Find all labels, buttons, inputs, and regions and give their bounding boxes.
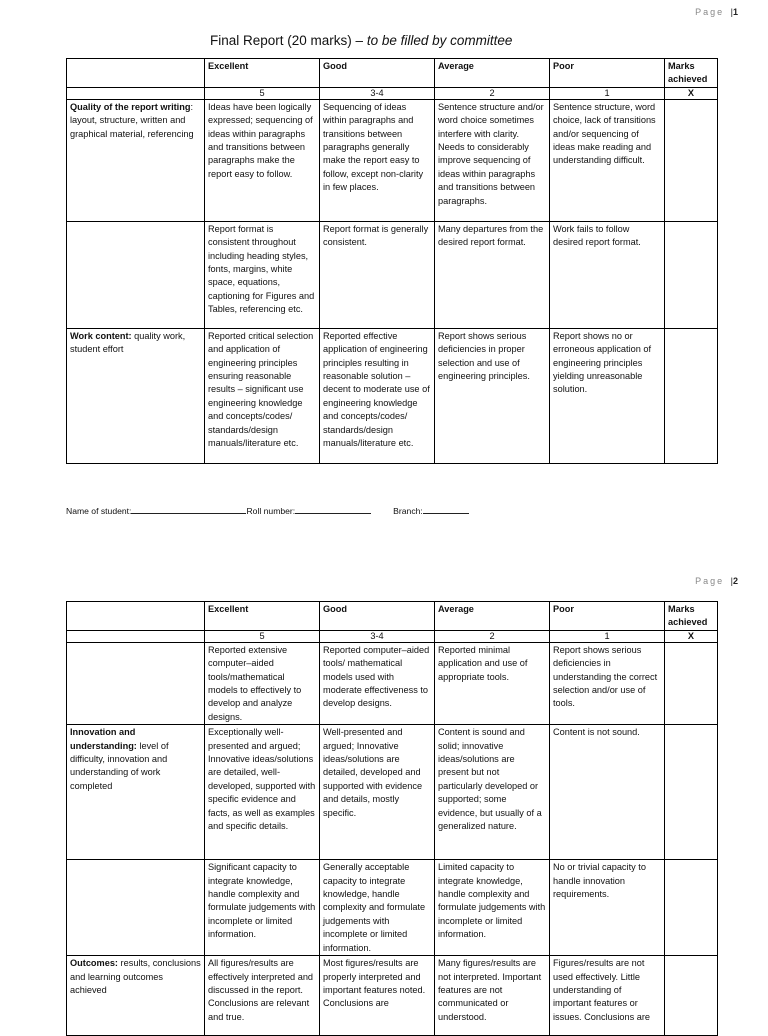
cell-excellent: Exceptionally well-presented and argued; Innovative ideas/solutions are detailed, well-developed, supported with specific evidence and facts, as well as examples and specific details. xyxy=(205,725,320,860)
rubric-table-page1 xyxy=(66,58,718,464)
criteria-desc: results, conclusions and learning outcomes achieved xyxy=(70,958,201,995)
criteria-cell xyxy=(67,642,205,724)
page-title xyxy=(210,33,512,48)
table-row xyxy=(67,328,718,463)
score-poor: 1 xyxy=(550,630,665,642)
criteria-desc: quality work, student effort xyxy=(70,330,186,355)
page-label: Page xyxy=(695,7,725,17)
header-marks: Marks achieved xyxy=(665,59,718,88)
criteria-title: Work content: xyxy=(70,330,132,341)
cell-marks[interactable] xyxy=(665,860,718,956)
criteria-cell xyxy=(67,725,205,860)
cell-average: Sentence structure and/or word choice sometimes interfere with clarity. Needs to considerably improve sequencing of ideas within paragraphs and transitions between paragraphs. xyxy=(435,99,550,221)
header-good: Good xyxy=(320,602,435,631)
cell-marks[interactable] xyxy=(665,221,718,328)
header-criteria xyxy=(67,602,205,631)
cell-marks[interactable] xyxy=(665,725,718,860)
score-poor: 1 xyxy=(550,87,665,99)
cell-good: Sequencing of ideas within paragraphs and transitions between paragraphs generally make the report easy to follow, except non-clarity in few places. xyxy=(320,99,435,221)
cell-good: Most figures/results are properly interpreted and important features noted. Conclusions are xyxy=(320,956,435,1036)
cell-good: Report format is generally consistent. xyxy=(320,221,435,328)
cell-excellent: Report format is consistent throughout including heading styles, fonts, margins, white space, equations, captioning for Figures and Tables, referencing etc. xyxy=(205,221,320,328)
cell-excellent: Ideas have been logically expressed; sequencing of ideas within paragraphs and transitions between paragraphs make the report easy to follow. xyxy=(205,99,320,221)
table-row xyxy=(67,221,718,328)
cell-average: Reported minimal application and use of appropriate tools. xyxy=(435,642,550,724)
cell-marks[interactable] xyxy=(665,99,718,221)
cell-average: Many departures from the desired report format. xyxy=(435,221,550,328)
cell-excellent: Reported extensive computer–aided tools/mathematical models to effectively to develop and analyze designs. xyxy=(205,642,320,724)
score-blank xyxy=(67,87,205,99)
cell-average: Limited capacity to integrate knowledge, handle complexity and formulate judgements with incomplete or limited information. xyxy=(435,860,550,956)
roll-number-label: Roll number: xyxy=(246,506,296,516)
cell-marks[interactable] xyxy=(665,328,718,463)
score-average: 2 xyxy=(435,630,550,642)
cell-poor: Figures/results are not used effectively. Little understanding of important features or issues. Conclusions are xyxy=(550,956,665,1036)
student-name-label: Name of student: xyxy=(66,506,132,516)
score-blank xyxy=(67,630,205,642)
criteria-cell xyxy=(67,99,205,221)
header-good: Good xyxy=(320,59,435,88)
header-average: Average xyxy=(435,602,550,631)
score-good: 3-4 xyxy=(320,630,435,642)
student-name-field[interactable] xyxy=(131,504,246,514)
table-row xyxy=(67,725,718,860)
cell-good: Generally acceptable capacity to integrate knowledge, handle complexity and formulate judgements with incomplete or limited information. xyxy=(320,860,435,956)
cell-marks[interactable] xyxy=(665,642,718,724)
cell-average: Content is sound and solid; innovative ideas/solutions are present but not particularly developed or supported; some evidence, but usually of a generalized nature. xyxy=(435,725,550,860)
cell-poor: Report shows no or erroneous application of engineering principles yielding unreasonable solution. xyxy=(550,328,665,463)
header-excellent: Excellent xyxy=(205,602,320,631)
cell-good: Reported computer–aided tools/ mathematical models used with moderate effectiveness to develop designs. xyxy=(320,642,435,724)
page-number-value: 1 xyxy=(732,7,738,17)
cell-average: Many figures/results are not interpreted. Important features are not communicated or understood. xyxy=(435,956,550,1036)
table-row xyxy=(67,860,718,956)
page-number: Page |1 xyxy=(695,7,738,17)
cell-excellent: Significant capacity to integrate knowledge, handle complexity and formulate judgements with incomplete or limited information. xyxy=(205,860,320,956)
table-row xyxy=(67,642,718,724)
criteria-title: Quality of the report writing xyxy=(70,101,191,112)
page-label: Page xyxy=(695,576,725,586)
branch-field[interactable] xyxy=(423,504,469,514)
score-good: 3-4 xyxy=(320,87,435,99)
criteria-cell xyxy=(67,860,205,956)
header-criteria xyxy=(67,59,205,88)
header-marks: Marks achieved xyxy=(665,602,718,631)
score-row xyxy=(67,630,718,642)
rubric-table-page2 xyxy=(66,601,718,1036)
roll-number-field[interactable] xyxy=(295,504,371,514)
cell-good: Reported effective application of engineering principles resulting in reasonable solution – decent to moderate use of engineering knowledge and concepts/codes/ standards/design manuals/literature etc. xyxy=(320,328,435,463)
table-row xyxy=(67,99,718,221)
header-poor: Poor xyxy=(550,602,665,631)
cell-excellent: All figures/results are effectively interpreted and discussed in the report. Conclusions are relevant and true. xyxy=(205,956,320,1036)
title-main: Final Report (20 marks) – xyxy=(210,33,367,48)
header-row xyxy=(67,602,718,631)
score-excellent: 5 xyxy=(205,630,320,642)
page-number-value: 2 xyxy=(732,576,738,586)
score-marks: X xyxy=(665,87,718,99)
score-excellent: 5 xyxy=(205,87,320,99)
cell-poor: Report shows serious deficiencies in understanding the correct selection and/or use of tools. xyxy=(550,642,665,724)
cell-poor: Sentence structure, word choice, lack of transitions and/or sequencing of ideas make reading and understanding difficult. xyxy=(550,99,665,221)
criteria-cell xyxy=(67,328,205,463)
score-row xyxy=(67,87,718,99)
header-average: Average xyxy=(435,59,550,88)
cell-excellent: Reported critical selection and application of engineering principles ensuring reasonable results – significant use engineering knowledge and concepts/codes/ standards/design manuals/literature etc. xyxy=(205,328,320,463)
criteria-cell xyxy=(67,221,205,328)
header-poor: Poor xyxy=(550,59,665,88)
cell-good: Well-presented and argued; Innovative ideas/solutions are detailed, developed and supported with evidence and details, mostly specific. xyxy=(320,725,435,860)
score-marks: X xyxy=(665,630,718,642)
cell-poor: No or trivial capacity to handle innovation requirements. xyxy=(550,860,665,956)
score-average: 2 xyxy=(435,87,550,99)
criteria-desc: : layout, structure, written and graphical material, referencing xyxy=(70,101,194,139)
cell-poor: Content is not sound. xyxy=(550,725,665,860)
criteria-title: Innovation and understanding: xyxy=(70,727,137,751)
cell-average: Report shows serious deficiencies in proper selection and use of engineering principles. xyxy=(435,328,550,463)
cell-poor: Work fails to follow desired report format. xyxy=(550,221,665,328)
header-row xyxy=(67,59,718,88)
header-excellent: Excellent xyxy=(205,59,320,88)
student-info-line xyxy=(66,504,469,516)
title-italic: to be filled by committee xyxy=(366,33,513,48)
branch-label: Branch: xyxy=(393,506,423,516)
criteria-desc: level of difficulty, innovation and understanding of work completed xyxy=(70,740,169,791)
page-number: Page |2 xyxy=(695,576,738,586)
criteria-title: Outcomes: xyxy=(70,958,118,969)
